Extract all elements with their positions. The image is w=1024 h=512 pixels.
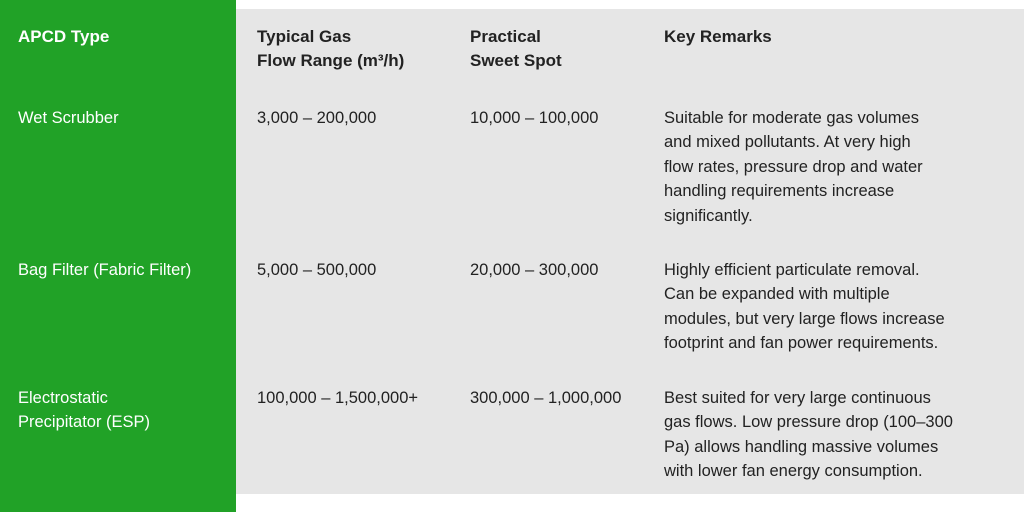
- row-bag-filter-remarks: Highly efficient particulate removal. Can be expanded with multiple modules, but very large flows increase footprint and fan power requirements.: [664, 261, 945, 353]
- row-bag-filter-range: 5,000 – 500,000: [257, 261, 377, 279]
- row-wet-scrubber-type: Wet Scrubber: [18, 109, 119, 127]
- row-esp-sweet-spot: 300,000 – 1,000,000: [470, 389, 622, 407]
- row-wet-scrubber-sweet-spot: 10,000 – 100,000: [470, 109, 599, 127]
- header-flow-range: Typical Gas Flow Range (m³/h): [257, 27, 405, 71]
- row-wet-scrubber-range: 3,000 – 200,000: [257, 109, 377, 127]
- row-wet-scrubber-remarks: Suitable for moderate gas volumes and mixed pollutants. At very high flow rates, pressure drop and water handling requirements increase significantly.: [664, 109, 923, 225]
- apcd-type-column: [0, 0, 236, 512]
- row-esp-range: 100,000 – 1,500,000+: [257, 389, 419, 407]
- row-esp-remarks: Best suited for very large continuous gas flows. Low pressure drop (100–300 Pa) allows handling massive volumes with lower fan energy consumption.: [664, 389, 953, 481]
- row-bag-filter-sweet-spot: 20,000 – 300,000: [470, 261, 599, 279]
- row-esp-type: Electrostatic Precipitator (ESP): [18, 389, 151, 432]
- header-sweet-spot: Practical Sweet Spot: [470, 27, 562, 71]
- header-key-remarks: Key Remarks: [664, 27, 772, 46]
- header-apcd-type: APCD Type: [18, 27, 110, 46]
- row-bag-filter-type: Bag Filter (Fabric Filter): [18, 261, 192, 279]
